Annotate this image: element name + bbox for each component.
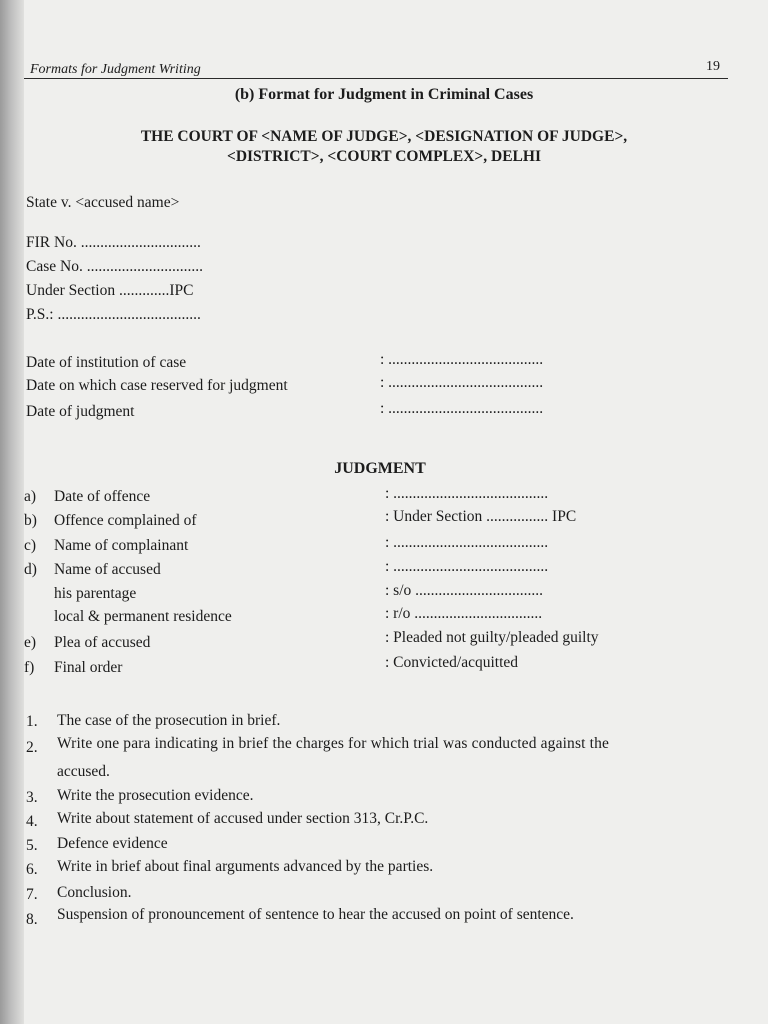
header-rule	[24, 78, 728, 79]
list-item: Defence evidence	[57, 835, 168, 852]
case-number-field: Case No. ..............................	[26, 258, 203, 275]
list-item: Suspension of pronouncement of sentence to hear the accused on point of sentence.	[57, 906, 574, 923]
running-title: Formats for Judgment Writing	[30, 62, 201, 77]
list-number: 1.	[26, 713, 38, 730]
item-marker: b)	[24, 512, 37, 529]
page-number: 19	[706, 59, 720, 74]
list-item: Write the prosecution evidence.	[57, 787, 254, 804]
item-label-complainant: Name of complainant	[54, 537, 189, 554]
list-number: 8.	[26, 911, 38, 928]
item-marker: f)	[24, 659, 35, 676]
list-item: Write one para indicating in brief the charges for which trial was conducted against the	[57, 735, 610, 752]
under-section-field: Under Section .............IPC	[26, 282, 194, 299]
list-item: Write in brief about final arguments advanced by the parties.	[57, 858, 434, 875]
date-judgment-label: Date of judgment	[26, 403, 135, 420]
item-label-accused: Name of accused	[54, 561, 161, 578]
date-reserved-label: Date on which case reserved for judgment	[26, 377, 288, 394]
date-judgment-value: : ........................................	[380, 400, 544, 417]
item-label-date-of-offence: Date of offence	[54, 488, 151, 505]
item-value: : s/o .................................	[385, 582, 544, 599]
list-number: 5.	[26, 837, 38, 854]
list-number: 2.	[26, 739, 38, 756]
item-value: : ........................................	[385, 485, 549, 502]
judgment-heading: JUDGMENT	[334, 460, 426, 477]
item-label-residence: local & permanent residence	[54, 608, 232, 625]
item-label-plea: Plea of accused	[54, 634, 151, 651]
list-item: The case of the prosecution in brief.	[57, 712, 281, 729]
item-marker: c)	[24, 537, 37, 554]
list-number: 3.	[26, 789, 38, 806]
item-value: : ........................................	[385, 534, 549, 551]
item-label-offence-complained: Offence complained of	[54, 512, 197, 529]
item-value: : Pleaded not guilty/pleaded guilty	[385, 629, 599, 646]
item-value: : r/o .................................	[385, 605, 543, 622]
list-number: 7.	[26, 886, 38, 903]
date-reserved-value: : ........................................	[380, 374, 544, 391]
list-number: 6.	[26, 861, 38, 878]
item-marker: e)	[24, 634, 37, 651]
list-item: Conclusion.	[57, 884, 132, 901]
list-item-continuation: accused.	[57, 763, 110, 780]
item-value: : Under Section ................ IPC	[385, 508, 577, 525]
item-label-parentage: his parentage	[54, 585, 137, 602]
item-label-final-order: Final order	[54, 659, 123, 676]
date-institution-value: : ........................................	[380, 351, 544, 368]
item-value: : Convicted/acquitted	[385, 654, 519, 671]
list-number: 4.	[26, 813, 38, 830]
list-item: Write about statement of accused under section 313, Cr.P.C.	[57, 810, 429, 827]
case-title: State v. <accused name>	[26, 194, 180, 211]
date-institution-label: Date of institution of case	[26, 354, 187, 371]
section-title: (b) Format for Judgment in Criminal Cases	[234, 86, 534, 103]
court-line-1: THE COURT OF <NAME OF JUDGE>, <DESIGNATION OF JUDGE>,	[140, 128, 628, 145]
police-station-field: P.S.: .....................................	[26, 306, 201, 323]
item-value: : ........................................	[385, 558, 549, 575]
item-marker: d)	[24, 561, 37, 578]
item-marker: a)	[24, 488, 37, 505]
fir-number-field: FIR No. ...............................	[26, 234, 201, 251]
court-line-2: <DISTRICT>, <COURT COMPLEX>, DELHI	[227, 148, 541, 165]
